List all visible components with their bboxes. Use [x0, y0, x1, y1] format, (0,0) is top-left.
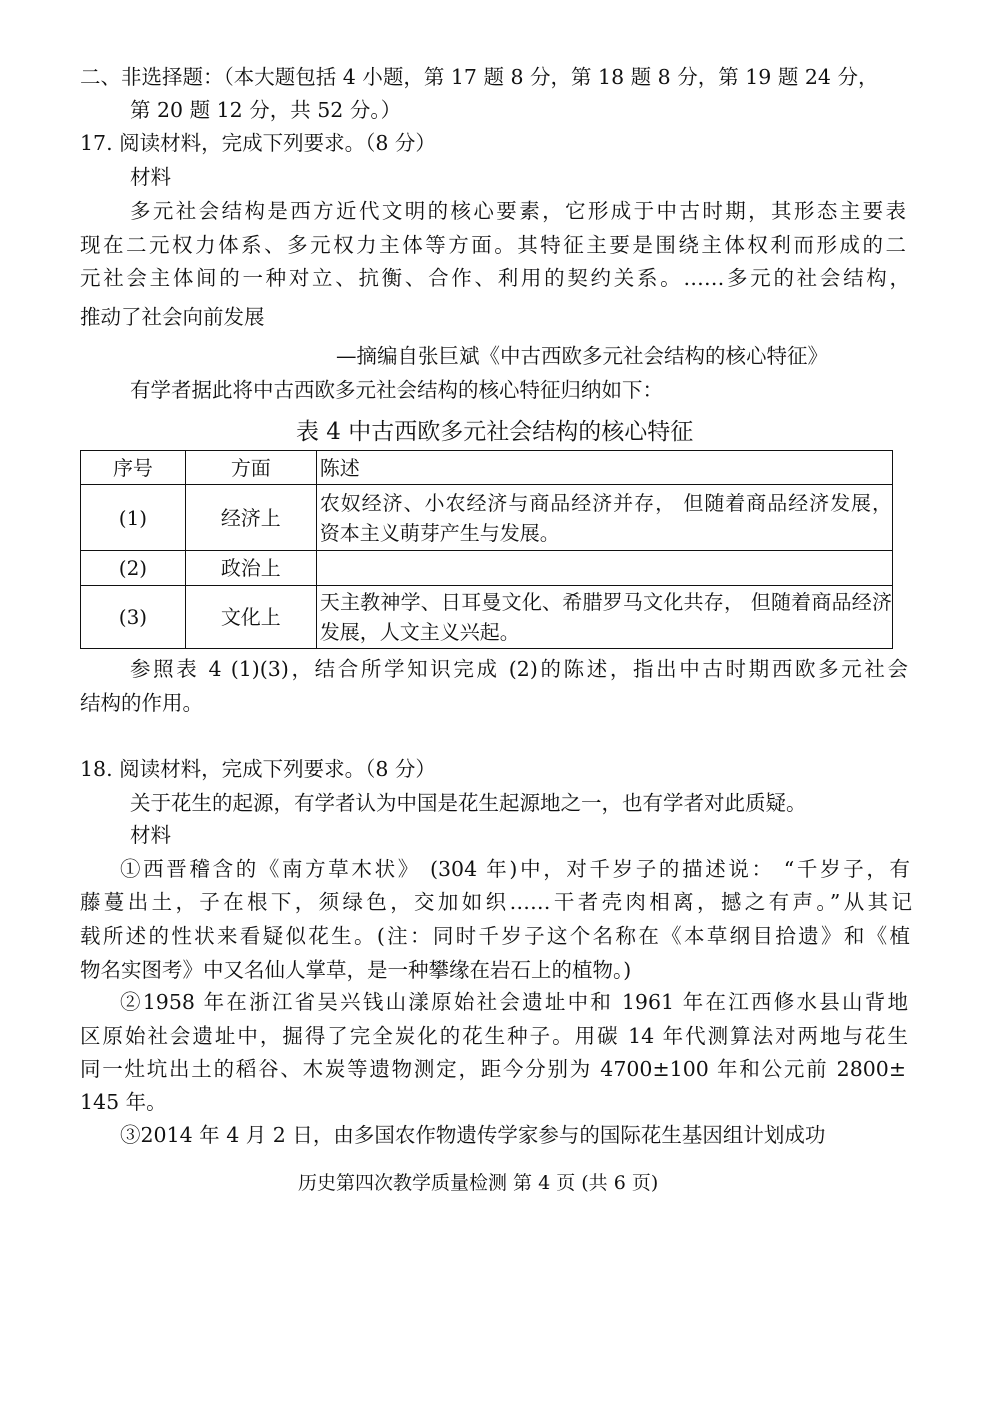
q18-item3-line-1: ③2014 年 4 月 2 日，由多国农作物遗传学家参与的国际花生基因组计划成功 — [120, 1123, 826, 1147]
q17-question-line-1: 参照表 4 (1)(3)，结合所学知识完成 (2)的陈述，指出中古时期西欧多元社会 — [130, 657, 908, 681]
features-table — [80, 450, 893, 649]
row-no: (3) — [81, 586, 186, 649]
q18-item1-line-4: 物名实图考》中又名仙人掌草，是一种攀缘在岩石上的植物。) — [80, 958, 632, 982]
table-row — [81, 551, 893, 586]
row-aspect: 政治上 — [185, 551, 316, 586]
header-cell-no: 序号 — [81, 451, 186, 485]
q17-material-label: 材料 — [130, 165, 171, 189]
q18-item1-line-1: ①西晋稽含的《南方草木状》 (304 年)中，对千岁子的描述说： “千岁子，有 — [120, 857, 910, 881]
section-header-line-2: 第 20 题 12 分，共 52 分。） — [130, 98, 402, 122]
row-aspect: 经济上 — [185, 485, 316, 551]
q18-material-label: 材料 — [130, 823, 171, 847]
section-header-line-1: 二、非选择题：（本大题包括 4 小题，第 17 题 8 分，第 18 题 8 分，第 19 题 24 分， — [80, 65, 879, 89]
page-footer: 历史第四次教学质量检测 第 4 页 (共 6 页) — [298, 1172, 659, 1194]
q17-source: —摘编自张巨斌《中古西欧多元社会结构的核心特征》 — [336, 344, 828, 368]
row-desc: 天主教神学、日耳曼文化、希腊罗马文化共存， 但随着商品经济发展，人文主义兴起。 — [316, 586, 892, 649]
q18-item2-line-4: 145 年。 — [80, 1090, 167, 1114]
row-no: (2) — [81, 551, 186, 586]
row-desc: 农奴经济、小农经济与商品经济并存， 但随着商品经济发展， 资本主义萌芽产生与发展。 — [316, 485, 892, 551]
q17-passage-line-3: 元社会主体间的一种对立、抗衡、合作、利用的契约关系。……多元的社会结构， — [80, 266, 910, 290]
q17-passage-line-4: 推动了社会向前发展 — [80, 305, 265, 329]
q18-item2-line-3: 同一灶坑出土的稻谷、木炭等遗物测定，距今分别为 4700±100 年和公元前 2800± — [80, 1057, 906, 1081]
q17-passage-line-2: 现在二元权力体系、多元权力主体等方面。其特征主要是围绕主体权利而形成的二 — [80, 233, 906, 257]
q18-intro: 关于花生的起源，有学者认为中国是花生起源地之一，也有学者对此质疑。 — [130, 791, 807, 815]
q18-item2-line-1: ②1958 年在浙江省吴兴钱山漾原始社会遗址中和 1961 年在江西修水县山背地 — [120, 990, 908, 1014]
row-no: (1) — [81, 485, 186, 551]
row-aspect: 文化上 — [185, 586, 316, 649]
table-row — [81, 485, 893, 551]
q18-title: 18. 阅读材料，完成下列要求。（8 分） — [80, 757, 436, 781]
q18-item2-line-2: 区原始社会遗址中，掘得了完全炭化的花生种子。用碳 14 年代测算法对两地与花生 — [80, 1024, 908, 1048]
q17-question-line-2: 结构的作用。 — [80, 691, 203, 715]
table-caption: 表 4 中古西欧多元社会结构的核心特征 — [296, 419, 694, 445]
q18-item1-line-2: 藤蔓出土，子在根下，须绿色，交加如织……干者壳肉相离，撼之有声。”从其记 — [80, 890, 912, 914]
q17-title: 17. 阅读材料，完成下列要求。（8 分） — [80, 131, 436, 155]
q17-passage-line-1: 多元社会结构是西方近代文明的核心要素，它形成于中古时期，其形态主要表 — [130, 199, 906, 223]
table-row — [81, 586, 893, 649]
table-header-row — [81, 451, 893, 485]
q18-item1-line-3: 载所述的性状来看疑似花生。(注：同时千岁子这个名称在《本草纲目拾遗》和《植 — [80, 924, 910, 948]
q17-intro: 有学者据此将中古西欧多元社会结构的核心特征归纳如下： — [130, 378, 663, 402]
row-desc-blank — [316, 551, 892, 586]
header-cell-desc: 陈述 — [316, 451, 892, 485]
header-cell-aspect: 方面 — [185, 451, 316, 485]
